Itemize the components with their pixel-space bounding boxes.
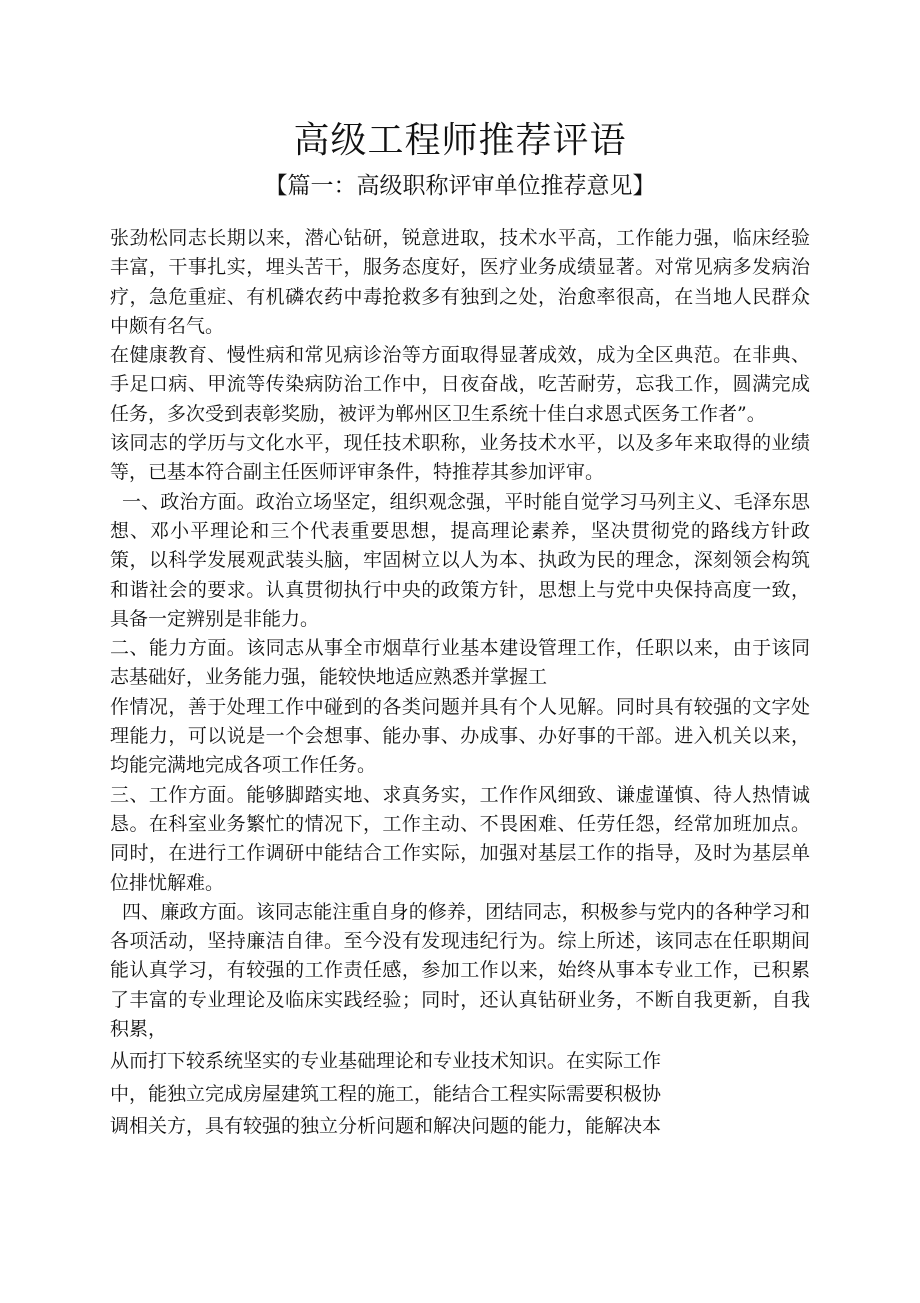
document-title: 高级工程师推荐评语 [293,120,627,161]
paragraph-1: 张劲松同志长期以来，潜心钻研，锐意进取，技术水平高，工作能力强，临床经验丰富，干事扎实，埋头苦干，服务态度好，医疗业务成绩显著。对常见病多发病治疗，急危重症、有机磷农药中毒抢救多有独到之处，治愈率很高，在当地人民群众中颇有名气。 [110,227,810,337]
paragraph-political: 一、政治方面。政治立场坚定，组织观念强，平时能自觉学习马列主义、毛泽东思想、邓小平理论和三个代表重要思想，提高理论素养，坚决贯彻党的路线方针政策，以科学发展观武装头脑，牢固树立以人为本、执政为民的理念，深刻领会构筑和谐社会的要求。认真贯彻执行中央的政策方针，思想上与党中央保持高度一致，具备一定辨别是非能力。 [110,490,810,630]
paragraph-integrity: 四、廉政方面。该同志能注重自身的修养，团结同志，积极参与党内的各种学习和各项活动，坚持廉洁自律。至今没有发现违纪行为。综上所述，该同志在任职期间能认真学习，有较强的工作责任感，参加工作以来，始终从事本专业工作，已积累了丰富的专业理论及临床实践经验；同时，还认真钻研业务，不断自我更新，自我积累， [110,900,810,1041]
paragraph-3: 该同志的学历与文化水平，现任技术职称，业务技术水平，以及多年来取得的业绩等，已基本符合副主任医师评审条件，特推荐其参加评审。 [110,432,810,484]
paragraph-line-b: 中，能独立完成房屋建筑工程的施工，能结合工程实际需要积极协 [110,1082,662,1105]
paragraph-line-a: 从而打下较系统坚实的专业基础理论和专业技术知识。在实际工作 [110,1050,662,1073]
document-subtitle: 【篇一：高级职称评审单位推荐意见】 [264,173,656,199]
paragraph-line-c: 调相关方，具有较强的独立分析问题和解决问题的能力，能解决本 [110,1114,662,1137]
paragraph-2: 在健康教育、慢性病和常见病诊治等方面取得显著成效，成为全区典范。在非典、手足口病、甲流等传染病防治工作中，日夜奋战，吃苦耐劳，忘我工作，圆满完成任务，多次受到表彰奖励，被评为郸州区卫生系统十佳白求恩式医务工作者”。 [110,344,810,425]
paragraph-ability: 二、能力方面。该同志从事全市烟草行业基本建设管理工作，任职以来，由于该同志基础好，业务能力强，能较快地适应熟悉并掌握工 [110,637,810,689]
paragraph-work: 三、工作方面。能够脚踏实地、求真务实，工作作风细致、谦虚谨慎、待人热情诚恳。在科室业务繁忙的情况下，工作主动、不畏困难、任劳任怨，经常加班加点。同时，在进行工作调研中能结合工作实际，加强对基层工作的指导，及时为基层单位排忧解难。 [110,783,810,894]
document-body [110,224,810,1141]
paragraph-ability-continued: 作情况，善于处理工作中碰到的各类问题并具有个人见解。同时具有较强的文字处理能力，可以说是一个会想事、能办事、办成事、办好事的干部。进入机关以来，均能完满地完成各项工作任务。 [110,695,810,777]
